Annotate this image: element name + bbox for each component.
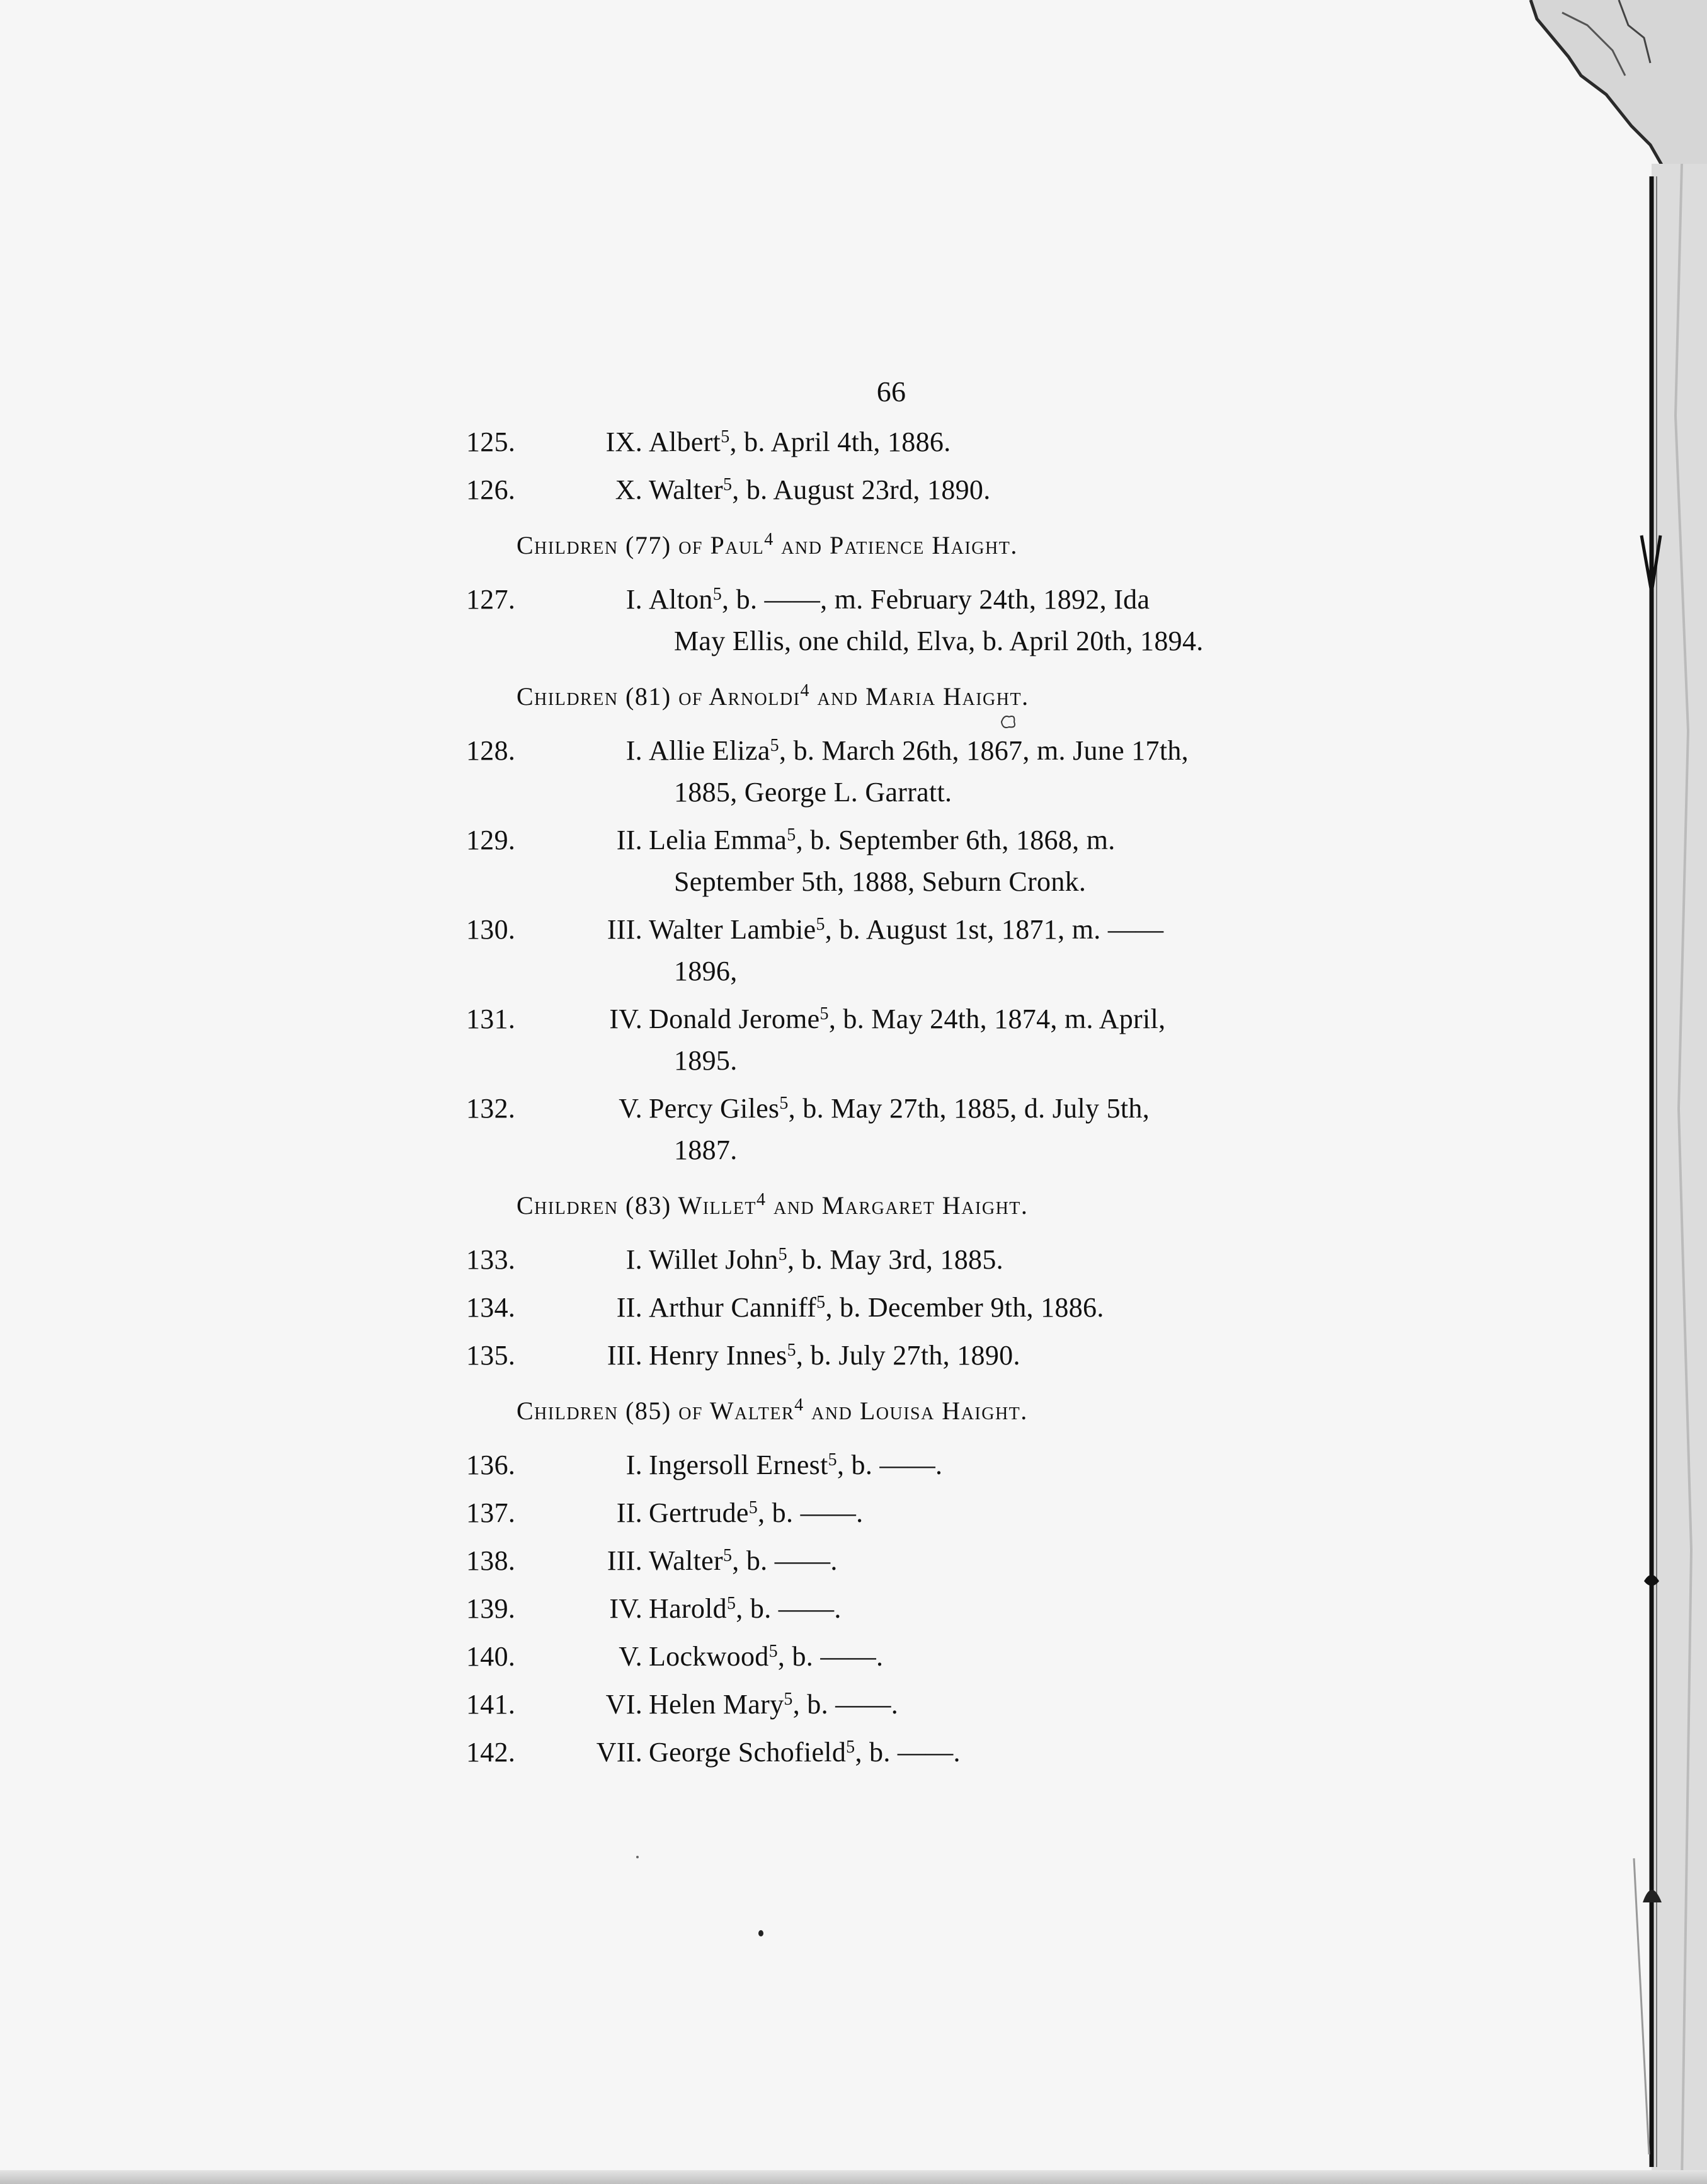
entry-roman-numeral: VII. [596,1737,642,1768]
entry-text [649,469,1266,511]
entry-number: 134. [466,1292,516,1323]
heading-spouse-text: and Louisa Haight. [804,1397,1028,1425]
entry-text [649,1684,1266,1725]
heading-parent-text: Children (81) of Arnoldi [517,682,801,711]
entry-number: 129. [466,825,516,855]
entry-number: 141. [466,1689,516,1720]
ink-speck [758,1930,763,1936]
entry-details: , b. May 27th, 1885, d. July 5th, [788,1093,1150,1124]
entry-roman-numeral: II. [616,1292,642,1323]
entry-roman-numeral: III. [607,914,642,945]
section-heading [517,677,1266,716]
entry-number: 136. [466,1449,516,1480]
person-name: Albert [649,426,721,457]
family-section [460,526,1266,662]
genealogy-entry [460,1492,1266,1534]
heading-parent-text: Children (85) of Walter [517,1397,795,1425]
person-name: Harold [649,1593,727,1624]
generation-number: 5 [816,1293,826,1312]
entry-number: 135. [466,1340,516,1371]
generation-number: 5 [722,1546,733,1565]
genealogy-entry [460,1287,1266,1329]
person-name: Henry Innes [649,1340,787,1371]
generation-number: 5 [712,585,722,604]
generation-number: 5 [722,475,733,495]
genealogy-entry [460,1239,1266,1281]
entry-details: , b. August 23rd, 1890. [732,474,991,505]
genealogy-entry [460,1588,1266,1630]
entry-text [649,1492,1266,1534]
generation-number: 5 [784,1689,793,1709]
entry-details: , b. ——, m. February 24th, 1892, Ida [722,584,1150,615]
entry-text [649,820,1266,903]
entry-roman-numeral: VI. [605,1689,642,1720]
ink-speck [636,1856,639,1858]
genealogy-sections [460,421,1266,1773]
generation-number: 5 [770,736,779,755]
entry-roman-numeral: I. [625,735,642,766]
heading-generation-number: 4 [800,681,810,700]
entry-text [649,579,1266,662]
entry-number: 133. [466,1244,516,1275]
entry-number: 140. [466,1641,516,1672]
person-name: Willet John [649,1244,779,1275]
entry-roman-numeral: I. [625,1449,642,1480]
entry-roman-numeral: V. [619,1641,642,1672]
entry-text [649,421,1266,463]
binding-edge-graphic [1581,164,1707,2184]
entry-text [649,1444,1266,1486]
entry-number: 130. [466,914,516,945]
genealogy-entry [460,579,1266,662]
page-number: 66 [876,375,906,408]
generation-number: 5 [787,825,796,845]
heading-generation-number: 4 [764,530,774,549]
entry-text [649,1239,1266,1281]
generation-number: 5 [721,427,730,447]
entry-text [649,1335,1266,1376]
entry-roman-numeral: III. [607,1340,642,1371]
entry-details-continued: September 5th, 1888, Seburn Cronk. [674,866,1087,897]
genealogy-entry [460,469,1266,511]
entry-number: 128. [466,735,516,766]
person-name: Gertrude [649,1497,749,1528]
entry-number: 132. [466,1093,516,1124]
heading-spouse-text: and Maria Haight. [809,682,1029,711]
generation-number: 5 [726,1594,736,1613]
heading-parent-text: Children (77) of Paul [517,531,765,559]
person-name: Walter [649,1545,723,1576]
section-heading [517,526,1266,565]
genealogy-entry [460,1684,1266,1725]
genealogy-entry [460,1540,1266,1582]
family-section [460,1186,1266,1376]
entry-text [649,1588,1266,1630]
genealogy-entry [460,730,1266,813]
entry-text [649,730,1266,813]
entry-roman-numeral: IV. [609,1593,642,1624]
entry-text [649,998,1266,1082]
heading-spouse-text: and Patience Haight. [774,531,1018,559]
person-name: Lelia Emma [649,825,787,855]
entry-roman-numeral: IX. [605,426,642,457]
entry-number: 142. [466,1737,516,1768]
heading-generation-number: 4 [794,1395,804,1415]
entry-number: 137. [466,1497,516,1528]
entry-details: , b. ——. [836,1449,943,1480]
genealogy-entry [460,1636,1266,1678]
generation-number: 5 [846,1737,855,1757]
generation-number: 5 [748,1498,758,1518]
entry-roman-numeral: II. [616,1497,642,1528]
entry-details: , b. ——. [732,1545,838,1576]
entry-text [649,1732,1266,1773]
generation-number: 5 [779,1094,789,1113]
entry-text [649,1540,1266,1582]
person-name: Donald Jerome [649,1003,820,1034]
generation-number: 5 [816,915,825,934]
entry-text [649,909,1266,992]
person-name: Alton [649,584,713,615]
entry-number: 131. [466,1003,516,1034]
entry-details: , b. March 26th, 1867, m. June 17th, [779,735,1189,766]
entry-details-continued: 1887. [674,1135,738,1165]
genealogy-entry [460,1335,1266,1376]
person-name: Ingersoll Ernest [649,1449,828,1480]
entry-number: 125. [466,426,516,457]
entry-details-continued: 1885, George L. Garratt. [674,777,952,808]
entry-roman-numeral: I. [625,584,642,615]
entry-details: , b. ——. [758,1497,864,1528]
heading-parent-text: Children (83) Willet [517,1191,756,1220]
entry-roman-numeral: V. [619,1093,642,1124]
generation-number: 5 [778,1245,787,1264]
family-section [460,1392,1266,1773]
genealogy-entry [460,1732,1266,1773]
family-section [460,421,1266,511]
page-content [460,375,1266,1780]
entry-roman-numeral: III. [607,1545,642,1576]
genealogy-entry [460,1088,1266,1171]
entry-roman-numeral: I. [625,1244,642,1275]
entry-details: , b. ——. [855,1737,961,1768]
entry-number: 126. [466,474,516,505]
genealogy-entry [460,998,1266,1082]
person-name: Percy Giles [649,1093,780,1124]
person-name: Lockwood [649,1641,769,1672]
entry-details: , b. ——. [792,1689,899,1720]
section-heading [517,1186,1266,1225]
entry-details: , b. May 24th, 1874, m. April, [828,1003,1166,1034]
entry-details: , b. ——. [736,1593,842,1624]
person-name: Allie Eliza [649,735,770,766]
genealogy-entry [460,1444,1266,1486]
entry-text [649,1287,1266,1329]
entry-text [649,1088,1266,1171]
section-heading [517,1392,1266,1431]
entry-details: , b. September 6th, 1868, m. [796,825,1116,855]
entry-number: 139. [466,1593,516,1624]
entry-roman-numeral: IV. [609,1003,642,1034]
entry-details: , b. August 1st, 1871, m. —— [825,914,1164,945]
generation-number: 5 [768,1642,778,1661]
entry-details-continued: 1896, [674,956,738,986]
entry-number: 127. [466,584,516,615]
genealogy-entry [460,421,1266,463]
entry-roman-numeral: II. [616,825,642,855]
entry-text [649,1636,1266,1678]
entry-number: 138. [466,1545,516,1576]
entry-roman-numeral: X. [615,474,642,505]
bottom-edge-shadow [0,2170,1707,2184]
entry-details: , b. December 9th, 1886. [825,1292,1104,1323]
person-name: Helen Mary [649,1689,784,1720]
family-section [460,677,1266,1171]
entry-details: , b. April 4th, 1886. [729,426,951,457]
entry-details-continued: May Ellis, one child, Elva, b. April 20th, 1894. [674,626,1204,656]
person-name: George Schofield [649,1737,847,1768]
heading-spouse-text: and Margaret Haight. [766,1191,1029,1220]
person-name: Walter [649,474,723,505]
entry-details: , b. May 3rd, 1885. [787,1244,1003,1275]
person-name: Arthur Canniff [649,1292,817,1323]
generation-number: 5 [828,1450,837,1470]
genealogy-entry [460,820,1266,903]
generation-number: 5 [787,1341,796,1360]
person-name: Walter Lambie [649,914,816,945]
genealogy-entry [460,909,1266,992]
generation-number: 5 [819,1004,829,1024]
heading-generation-number: 4 [756,1190,767,1209]
entry-details-continued: 1895. [674,1045,738,1076]
entry-details: , b. ——. [777,1641,884,1672]
entry-details: , b. July 27th, 1890. [796,1340,1020,1371]
